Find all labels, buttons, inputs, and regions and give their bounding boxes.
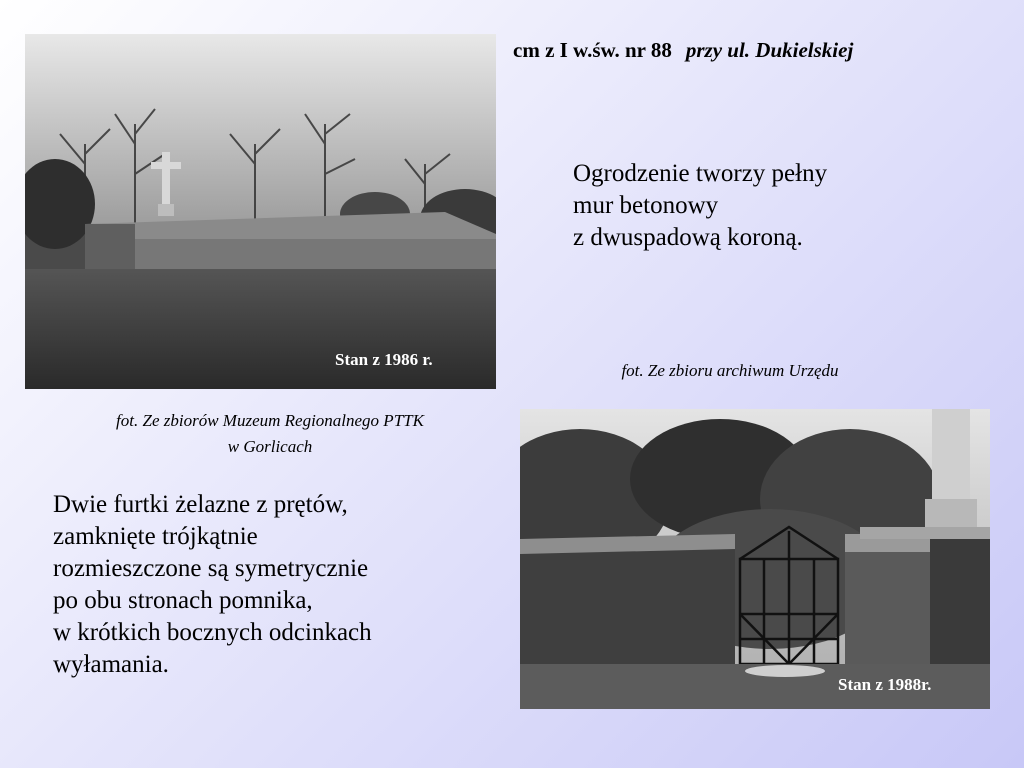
gate-description-line: Dwie furtki żelazne z prętów, <box>53 491 348 518</box>
gate-description <box>53 489 513 681</box>
fence-description-line: mur betonowy <box>573 192 719 219</box>
fence-description <box>573 158 993 254</box>
street-name: przy ul. Dukielskiej <box>685 38 854 62</box>
slide-title <box>513 38 853 63</box>
gate-description-line: w krótkich bocznych odcinkach <box>53 619 372 646</box>
photo-1986-credit-line1: fot. Ze zbiorów Muzeum Regionalnego PTTK <box>116 411 424 430</box>
photo-1988-caption: Stan z 1988r. <box>838 675 932 694</box>
cemetery-photo-1988-image <box>520 409 990 709</box>
photo-1986-caption: Stan z 1986 r. <box>335 350 433 369</box>
photo-1986-credit <box>30 408 510 460</box>
gate-description-line: rozmieszczone są symetrycznie <box>53 555 369 582</box>
cemetery-number: cm z I w.św. nr 88 <box>513 38 672 62</box>
fence-description-line: Ogrodzenie tworzy pełny <box>573 160 828 187</box>
photo-1988-credit: fot. Ze zbioru archiwum Urzędu <box>621 361 839 380</box>
gate-description-line: zamknięte trójkątnie <box>53 523 258 550</box>
cemetery-photo-1986-image <box>25 34 496 389</box>
cemetery-photo-1988 <box>520 409 990 709</box>
fence-description-line: z dwuspadową koroną. <box>573 224 803 251</box>
gate-description-line: po obu stronach pomnika, <box>53 587 313 614</box>
cemetery-photo-1986 <box>25 34 496 389</box>
gate-description-line: wyłamania. <box>53 651 169 678</box>
photo-1986-credit-line2: w Gorlicach <box>227 437 313 456</box>
